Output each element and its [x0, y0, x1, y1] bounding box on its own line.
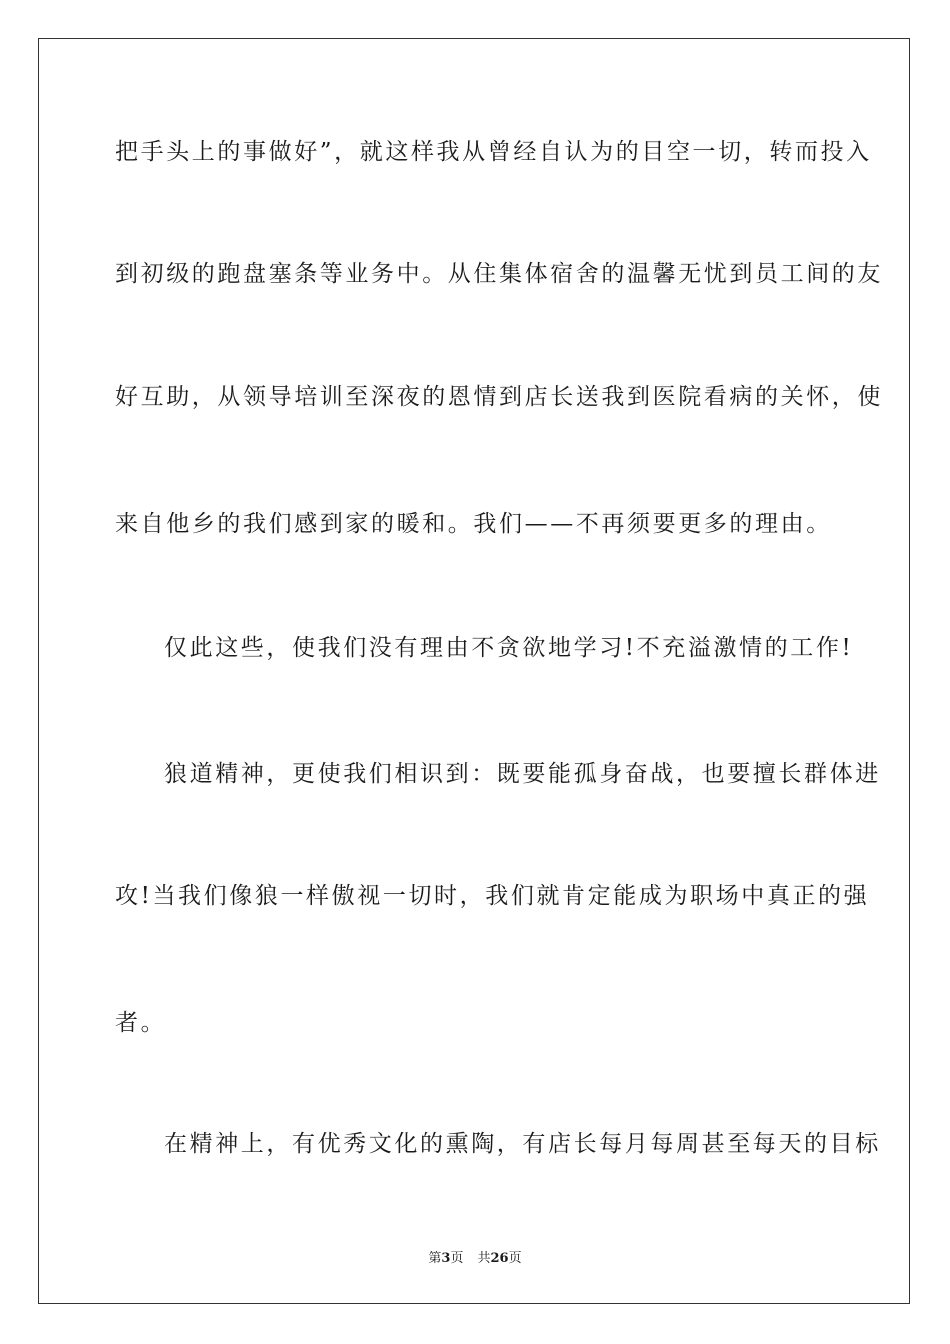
- page-border: [38, 38, 910, 1304]
- text-line-3: 好互助，从领导培训至深夜的恩情到店长送我到医院看病的关怀，使: [115, 384, 883, 410]
- total-prefix: 共: [477, 1251, 491, 1266]
- text-line-4: 来自他乡的我们感到家的暖和。我们——不再须要更多的理由。: [115, 511, 832, 537]
- page-footer: [0, 1247, 950, 1266]
- text-line-8: 者。: [115, 1010, 167, 1036]
- paragraph-start-3: 在精神上，有优秀文化的熏陶，有店长每月每周甚至每天的目标: [164, 1131, 881, 1157]
- paragraph-start-1: 仅此这些，使我们没有理由不贪欲地学习!不充溢激情的工作!: [164, 635, 854, 661]
- text-line-2: 到初级的跑盘塞条等业务中。从住集体宿舍的温馨无忧到员工间的友: [115, 261, 883, 287]
- total-suffix: 页: [508, 1251, 522, 1266]
- page-suffix: 页: [450, 1251, 464, 1266]
- paragraph-start-2: 狼道精神，更使我们相识到：既要能孤身奋战，也要擅长群体进: [164, 761, 881, 787]
- text-line-7: 攻!当我们像狼一样傲视一切时，我们就肯定能成为职场中真正的强: [115, 883, 870, 909]
- page-prefix: 第: [428, 1251, 442, 1266]
- text-line-1: 把手头上的事做好”，就这样我从曾经自认为的目空一切，转而投入: [115, 139, 872, 165]
- page-number: 3: [441, 1251, 451, 1266]
- total-pages: 26: [490, 1251, 509, 1266]
